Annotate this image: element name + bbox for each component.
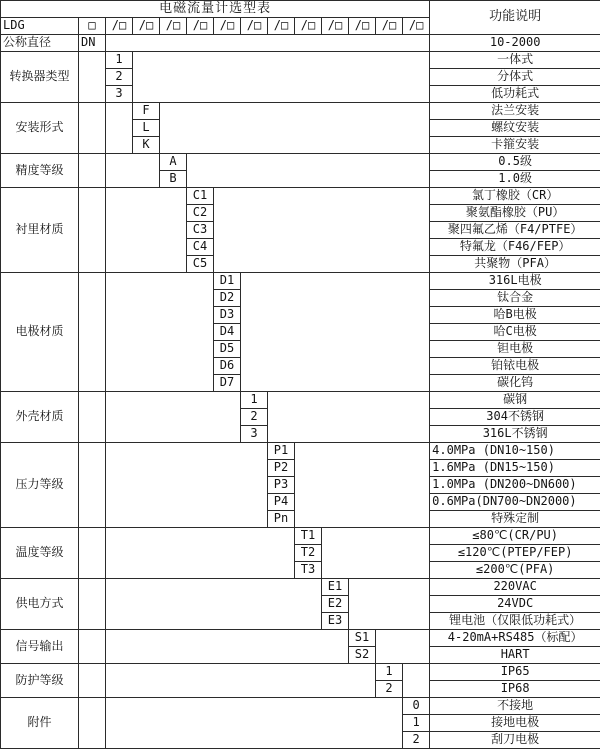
empty-cell — [79, 52, 106, 103]
code-cell: K — [133, 137, 160, 154]
model-slot: /□ — [133, 18, 160, 35]
empty-cell — [79, 443, 106, 528]
model-slot: /□ — [403, 18, 430, 35]
model-slot: /□ — [295, 18, 322, 35]
empty-cell — [79, 579, 106, 630]
empty-cell — [106, 154, 160, 188]
code-cell: D5 — [214, 341, 241, 358]
description-cell: 不接地 — [430, 698, 600, 715]
empty-cell — [160, 103, 430, 154]
code-cell: 1 — [403, 715, 430, 732]
description-cell: 特殊定制 — [430, 511, 600, 528]
code-cell: 2 — [403, 732, 430, 749]
empty-cell — [241, 273, 430, 392]
description-cell: 哈B电极 — [430, 307, 600, 324]
code-cell: 2 — [376, 681, 403, 698]
code-cell: C1 — [187, 188, 214, 205]
empty-cell — [106, 664, 376, 698]
code-cell: 0 — [403, 698, 430, 715]
model-slot: /□ — [187, 18, 214, 35]
description-cell: 316L电极 — [430, 273, 600, 290]
code-cell: P3 — [268, 477, 295, 494]
empty-cell — [79, 630, 106, 664]
empty-cell — [106, 188, 187, 273]
model-slot: /□ — [241, 18, 268, 35]
code-cell: 3 — [106, 86, 133, 103]
code-cell: C2 — [187, 205, 214, 222]
code-cell: S2 — [349, 647, 376, 664]
empty-cell — [106, 579, 322, 630]
empty-cell — [79, 392, 106, 443]
category-label-power-supply: 供电方式 — [1, 579, 79, 630]
code-cell: E2 — [322, 596, 349, 613]
empty-cell — [295, 443, 430, 528]
code-cell: C3 — [187, 222, 214, 239]
description-cell: 1.0级 — [430, 171, 600, 188]
description-cell: IP65 — [430, 664, 600, 681]
empty-cell — [349, 579, 430, 630]
empty-cell — [376, 630, 430, 664]
code-cell: 2 — [106, 69, 133, 86]
description-cell: 1.0MPa (DN200~DN600) — [430, 477, 600, 494]
description-cell: 316L不锈钢 — [430, 426, 600, 443]
code-cell: C4 — [187, 239, 214, 256]
empty-cell — [268, 392, 430, 443]
description-cell: 钛合金 — [430, 290, 600, 307]
description-cell: 特氟龙（F46/FEP） — [430, 239, 600, 256]
description-cell: 锂电池（仅限低功耗式） — [430, 613, 600, 630]
empty-cell — [79, 528, 106, 579]
code-cell: 1 — [376, 664, 403, 681]
code-cell: F — [133, 103, 160, 120]
table-title: 电磁流量计选型表 — [1, 1, 430, 18]
empty-cell — [106, 392, 241, 443]
description-cell: 220VAC — [430, 579, 600, 596]
model-slot: /□ — [268, 18, 295, 35]
empty-cell — [106, 698, 403, 749]
code-cell: 1 — [106, 52, 133, 69]
description-cell: ≤80℃(CR/PU) — [430, 528, 600, 545]
description-cell: 共聚物（PFA） — [430, 256, 600, 273]
category-label-diameter: 公称直径 — [1, 35, 79, 52]
category-label-accessories: 附件 — [1, 698, 79, 749]
empty-cell — [322, 528, 430, 579]
code-cell: A — [160, 154, 187, 171]
code-cell: 3 — [241, 426, 268, 443]
model-dn-slot: □ — [79, 18, 106, 35]
model-slot: /□ — [160, 18, 187, 35]
description-cell: 分体式 — [430, 69, 600, 86]
empty-cell — [106, 35, 430, 52]
description-cell: 聚四氟乙烯（F4/PTFE） — [430, 222, 600, 239]
empty-cell — [79, 273, 106, 392]
empty-cell — [79, 664, 106, 698]
code-cell: D3 — [214, 307, 241, 324]
code-cell: T3 — [295, 562, 322, 579]
code-cell: C5 — [187, 256, 214, 273]
category-label-pressure: 压力等级 — [1, 443, 79, 528]
description-cell: 4.0MPa (DN10~150) — [430, 443, 600, 460]
code-cell: D4 — [214, 324, 241, 341]
code-cell: P4 — [268, 494, 295, 511]
empty-cell — [106, 273, 214, 392]
code-cell: P1 — [268, 443, 295, 460]
code-cell: T2 — [295, 545, 322, 562]
description-cell: 0.5级 — [430, 154, 600, 171]
code-cell: P2 — [268, 460, 295, 477]
code-cell: D2 — [214, 290, 241, 307]
description-cell: 一体式 — [430, 52, 600, 69]
empty-cell — [133, 52, 430, 103]
description-cell: 铂铱电极 — [430, 358, 600, 375]
empty-cell — [79, 154, 106, 188]
empty-cell — [106, 103, 133, 154]
description-cell: ≤120℃(PTEP/FEP) — [430, 545, 600, 562]
description-cell: 4-20mA+RS485（标配） — [430, 630, 600, 647]
description-cell: 1.6MPa (DN15~150) — [430, 460, 600, 477]
code-cell: E1 — [322, 579, 349, 596]
description-cell: ≤200℃(PFA) — [430, 562, 600, 579]
description-cell: 低功耗式 — [430, 86, 600, 103]
description-cell: 碳化钨 — [430, 375, 600, 392]
description-cell: 碳钢 — [430, 392, 600, 409]
category-label-protection: 防护等级 — [1, 664, 79, 698]
description-cell: 法兰安装 — [430, 103, 600, 120]
empty-cell — [106, 528, 295, 579]
code-cell: T1 — [295, 528, 322, 545]
code-cell: D1 — [214, 273, 241, 290]
description-cell: 0.6MPa(DN700~DN2000) — [430, 494, 600, 511]
category-label-housing: 外壳材质 — [1, 392, 79, 443]
model-prefix: LDG — [1, 18, 79, 35]
empty-cell — [79, 103, 106, 154]
description-cell: 刮刀电极 — [430, 732, 600, 749]
code-cell: 2 — [241, 409, 268, 426]
model-slot: /□ — [322, 18, 349, 35]
code-cell: D7 — [214, 375, 241, 392]
category-label-temperature: 温度等级 — [1, 528, 79, 579]
category-label-accuracy: 精度等级 — [1, 154, 79, 188]
empty-cell — [214, 188, 430, 273]
description-cell: 卡箍安装 — [430, 137, 600, 154]
category-label-signal-output: 信号输出 — [1, 630, 79, 664]
code-cell: S1 — [349, 630, 376, 647]
description-cell: 哈C电极 — [430, 324, 600, 341]
code-cell: D6 — [214, 358, 241, 375]
description-cell: 304不锈钢 — [430, 409, 600, 426]
description-cell: 聚氨酯橡胶（PU） — [430, 205, 600, 222]
model-slot: /□ — [214, 18, 241, 35]
model-slot: /□ — [349, 18, 376, 35]
description-cell: 钽电极 — [430, 341, 600, 358]
empty-cell — [403, 664, 430, 698]
empty-cell — [106, 443, 268, 528]
category-label-electrode: 电极材质 — [1, 273, 79, 392]
empty-cell — [79, 188, 106, 273]
model-slot: /□ — [376, 18, 403, 35]
description-cell: 10-2000 — [430, 35, 600, 52]
code-cell: B — [160, 171, 187, 188]
category-label-converter-type: 转换器类型 — [1, 52, 79, 103]
function-column-header: 功能说明 — [430, 1, 600, 35]
description-cell: 氯丁橡胶（CR） — [430, 188, 600, 205]
description-cell: 24VDC — [430, 596, 600, 613]
category-label-liner: 衬里材质 — [1, 188, 79, 273]
empty-cell — [79, 698, 106, 749]
model-slot: /□ — [106, 18, 133, 35]
code-cell: 1 — [241, 392, 268, 409]
description-cell: 螺纹安装 — [430, 120, 600, 137]
empty-cell — [106, 630, 349, 664]
description-cell: HART — [430, 647, 600, 664]
description-cell: IP68 — [430, 681, 600, 698]
empty-cell — [187, 154, 430, 188]
code-cell: L — [133, 120, 160, 137]
code-cell: E3 — [322, 613, 349, 630]
code-cell: DN — [79, 35, 106, 52]
code-cell: Pn — [268, 511, 295, 528]
description-cell: 接地电极 — [430, 715, 600, 732]
category-label-mounting: 安装形式 — [1, 103, 79, 154]
